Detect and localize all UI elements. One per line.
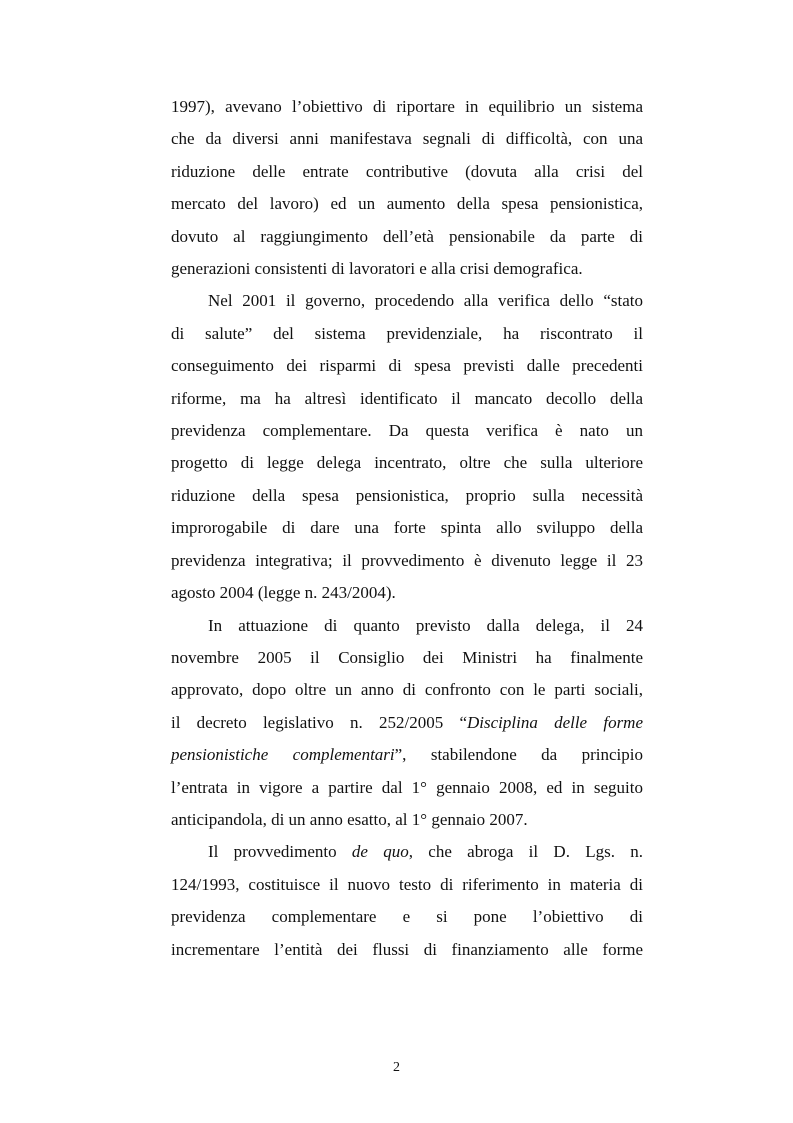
text-line: [171, 836, 643, 868]
text-line: [171, 739, 643, 771]
text-line: progetto di legge delega incentrato, oltre che sulla ulteriore: [171, 453, 643, 473]
text-line: di salute” del sistema previdenziale, ha riscontrato il: [171, 323, 643, 343]
text-line: agosto 2004 (legge n. 243/2004).: [171, 583, 396, 603]
text-line: [171, 707, 643, 739]
text-line: incrementare l’entità dei flussi di finanziamento alle forme: [171, 939, 643, 959]
text-line: l’entrata in vigore a partire dal 1° gennaio 2008, ed in seguito: [171, 777, 643, 797]
text-run: ”, stabilendone da principio: [394, 745, 643, 765]
text-line: riduzione della spesa pensionistica, proprio sulla necessità: [171, 485, 643, 505]
page-number: 2: [393, 1060, 400, 1075]
text-line: anticipandola, di un anno esatto, al 1° gennaio 2007.: [171, 809, 528, 829]
text-line: Nel 2001 il governo, procedendo alla verifica dello “stato: [208, 291, 643, 311]
text-line: 124/1993, costituisce il nuovo testo di riferimento in materia di: [171, 874, 643, 894]
text-line: riduzione delle entrate contributive (dovuta alla crisi del: [171, 161, 643, 181]
text-line: improrogabile di dare una forte spinta allo sviluppo della: [171, 518, 643, 538]
paragraph-p3: [171, 610, 643, 837]
text-line: previdenza complementare. Da questa verifica è nato un: [171, 421, 643, 441]
italic-run: de quo: [351, 842, 409, 862]
text-run: Il provvedimento: [208, 842, 352, 862]
paragraph-p4: [171, 836, 643, 966]
text-line: riforme, ma ha altresì identificato il mancato decollo della: [171, 388, 643, 408]
italic-run: Disciplina delle forme: [467, 712, 644, 732]
text-line: dovuto al raggiungimento dell’età pensionabile da parte di: [171, 226, 643, 246]
text-run: il decreto legislativo n. 252/2005 “: [171, 712, 467, 732]
text-line: conseguimento dei risparmi di spesa previsti dalle precedenti: [171, 356, 643, 376]
text-line: approvato, dopo oltre un anno di confronto con le parti sociali,: [171, 680, 643, 700]
text-line: 1997), avevano l’obiettivo di riportare in equilibrio un sistema: [171, 97, 643, 116]
text-line: che da diversi anni manifestava segnali di difficoltà, con una: [171, 129, 643, 149]
text-line: mercato del lavoro) ed un aumento della spesa pensionistica,: [171, 194, 643, 214]
paragraph-p1: [171, 91, 643, 285]
italic-run: pensionistiche complementari: [171, 745, 395, 765]
text-line: previdenza complementare e si pone l’obiettivo di: [171, 907, 643, 927]
text-line: novembre 2005 il Consiglio dei Ministri ha finalmente: [171, 647, 643, 667]
text-run: , che abroga il D. Lgs. n.: [408, 842, 644, 862]
text-line: generazioni consistenti di lavoratori e alla crisi demografica.: [171, 259, 583, 279]
body-text: [171, 91, 643, 966]
text-line: In attuazione di quanto previsto dalla delega, il 24: [208, 615, 643, 635]
paragraph-p2: [171, 285, 643, 609]
text-line: previdenza integrativa; il provvedimento è divenuto legge il 23: [171, 550, 643, 570]
